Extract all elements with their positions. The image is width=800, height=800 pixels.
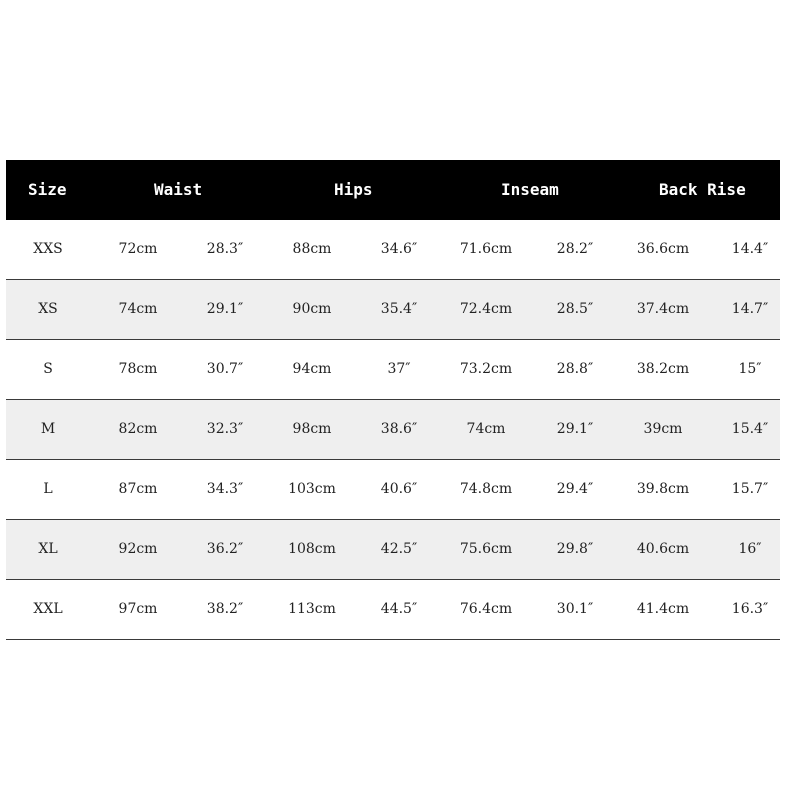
inseam-in-cell: 29.4″ <box>556 481 594 497</box>
waist-cm-cell: 87cm <box>118 481 158 497</box>
table-row <box>6 520 780 580</box>
inseam-in-cell: 28.2″ <box>556 241 594 257</box>
waist-in-cell: 28.3″ <box>206 241 244 257</box>
waist-in-cell: 30.7″ <box>206 361 244 377</box>
inseam-cm-cell: 74cm <box>466 421 506 437</box>
hips-cm-cell: 113cm <box>288 601 336 617</box>
back-rise-cm-cell: 41.4cm <box>636 601 690 617</box>
hips-in-cell: 37″ <box>387 361 411 377</box>
back-rise-cm-cell: 37.4cm <box>636 301 690 317</box>
table-row <box>6 280 780 340</box>
inseam-cm-cell: 73.2cm <box>459 361 513 377</box>
size-cell: M <box>40 421 56 437</box>
inseam-cm-cell: 75.6cm <box>459 541 513 557</box>
waist-cm-cell: 72cm <box>118 241 158 257</box>
hips-in-cell: 35.4″ <box>380 301 418 317</box>
size-cell: XS <box>38 301 58 317</box>
waist-in-cell: 29.1″ <box>206 301 244 317</box>
back-rise-cm-cell: 39.8cm <box>636 481 690 497</box>
header-size: Size <box>28 180 67 199</box>
back-rise-in-cell: 14.4″ <box>731 241 769 257</box>
hips-cm-cell: 94cm <box>292 361 332 377</box>
back-rise-in-cell: 15.7″ <box>731 481 769 497</box>
hips-in-cell: 34.6″ <box>380 241 418 257</box>
inseam-cm-cell: 72.4cm <box>459 301 513 317</box>
back-rise-cm-cell: 39cm <box>643 421 683 437</box>
inseam-in-cell: 28.5″ <box>556 301 594 317</box>
hips-in-cell: 38.6″ <box>380 421 418 437</box>
inseam-in-cell: 28.8″ <box>556 361 594 377</box>
table-header-row <box>6 160 780 220</box>
waist-in-cell: 36.2″ <box>206 541 244 557</box>
waist-cm-cell: 97cm <box>118 601 158 617</box>
table-row <box>6 340 780 400</box>
waist-cm-cell: 92cm <box>118 541 158 557</box>
hips-cm-cell: 103cm <box>288 481 336 497</box>
back-rise-cm-cell: 38.2cm <box>636 361 690 377</box>
header-waist: Waist <box>154 180 203 199</box>
back-rise-in-cell: 15.4″ <box>731 421 769 437</box>
size-cell: XL <box>38 541 58 557</box>
header-back-rise: Back Rise <box>659 180 746 199</box>
table-row <box>6 580 780 640</box>
waist-cm-cell: 74cm <box>118 301 158 317</box>
back-rise-in-cell: 14.7″ <box>731 301 769 317</box>
hips-cm-cell: 88cm <box>292 241 332 257</box>
hips-cm-cell: 90cm <box>292 301 332 317</box>
inseam-cm-cell: 74.8cm <box>459 481 513 497</box>
waist-cm-cell: 78cm <box>118 361 158 377</box>
hips-in-cell: 42.5″ <box>380 541 418 557</box>
size-cell: S <box>43 361 53 377</box>
header-hips: Hips <box>334 180 373 199</box>
waist-in-cell: 32.3″ <box>206 421 244 437</box>
inseam-in-cell: 30.1″ <box>556 601 594 617</box>
back-rise-cm-cell: 40.6cm <box>636 541 690 557</box>
table-body <box>6 220 780 640</box>
inseam-cm-cell: 76.4cm <box>459 601 513 617</box>
back-rise-in-cell: 16.3″ <box>731 601 769 617</box>
header-inseam: Inseam <box>501 180 559 199</box>
hips-in-cell: 44.5″ <box>380 601 418 617</box>
inseam-cm-cell: 71.6cm <box>459 241 513 257</box>
waist-in-cell: 38.2″ <box>206 601 244 617</box>
hips-in-cell: 40.6″ <box>380 481 418 497</box>
back-rise-cm-cell: 36.6cm <box>636 241 690 257</box>
inseam-in-cell: 29.8″ <box>556 541 594 557</box>
inseam-in-cell: 29.1″ <box>556 421 594 437</box>
hips-cm-cell: 98cm <box>292 421 332 437</box>
table-row <box>6 220 780 280</box>
size-cell: L <box>43 481 53 497</box>
waist-cm-cell: 82cm <box>118 421 158 437</box>
table-row <box>6 460 780 520</box>
back-rise-in-cell: 15″ <box>738 361 762 377</box>
size-cell: XXL <box>33 601 63 617</box>
table-row <box>6 400 780 460</box>
back-rise-in-cell: 16″ <box>738 541 762 557</box>
hips-cm-cell: 108cm <box>288 541 336 557</box>
waist-in-cell: 34.3″ <box>206 481 244 497</box>
size-chart-table <box>6 160 780 640</box>
size-cell: XXS <box>33 241 63 257</box>
